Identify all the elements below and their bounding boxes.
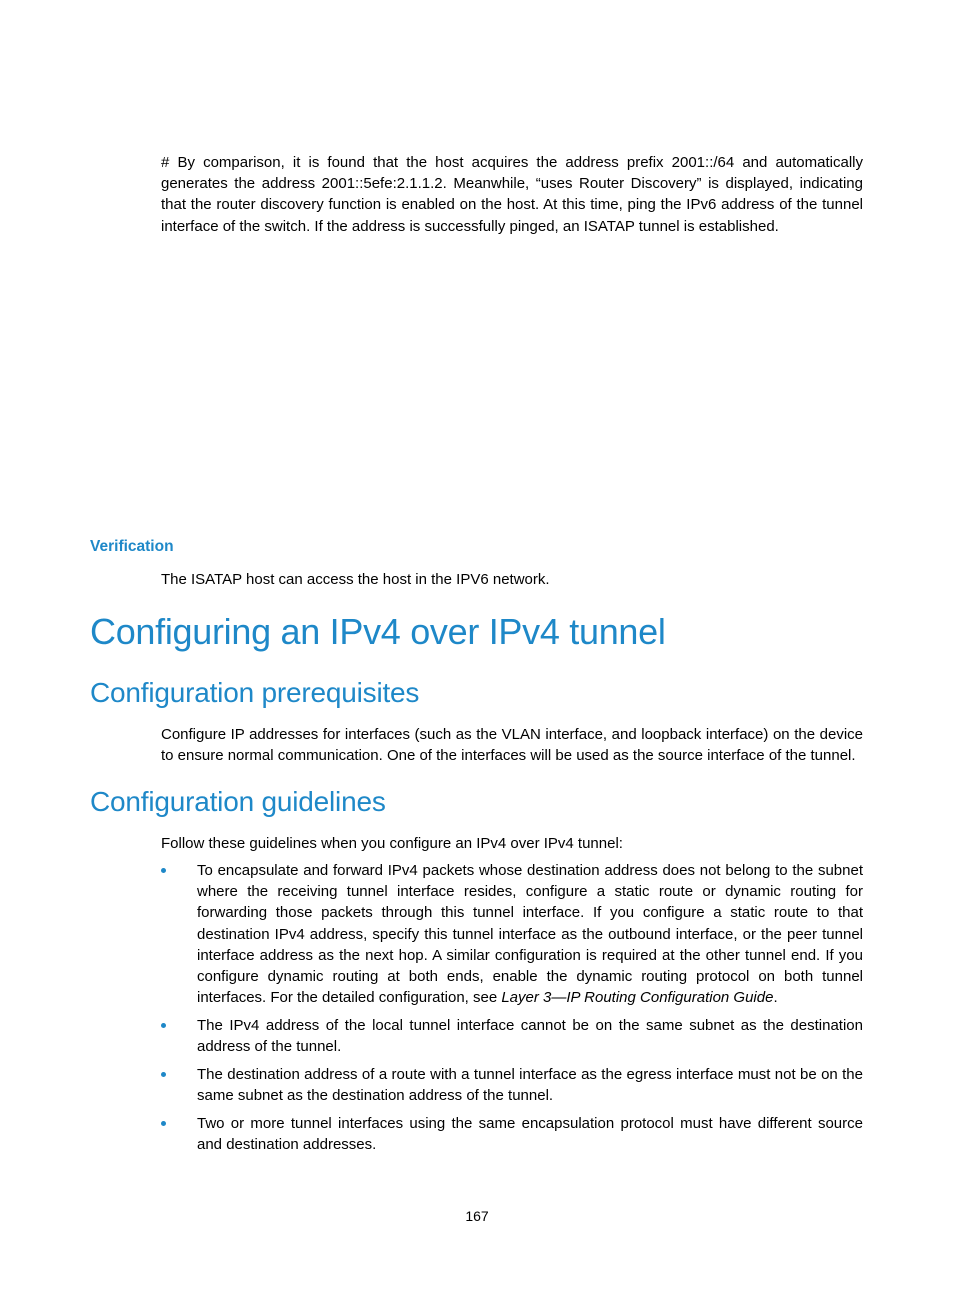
page-number: 167 xyxy=(465,1208,489,1224)
bullet-text: Two or more tunnel interfaces using the same encapsulation protocol must have different source and destination addresses. xyxy=(197,1114,863,1153)
list-item xyxy=(161,1064,863,1106)
bullet-end: . xyxy=(773,989,778,1007)
prerequisites-text: Configure IP addresses for interfaces (such as the VLAN interface, and loopback interface) on the device to ensure normal communication. One of the interfaces will be used as the source interface of the tunnel. xyxy=(161,726,863,765)
bullet-icon xyxy=(161,1072,166,1077)
list-item xyxy=(161,1113,863,1155)
bullet-icon xyxy=(161,868,166,873)
bullet-text: The destination address of a route with a tunnel interface as the egress interface must not be on the same subnet as the destination address of the tunnel. xyxy=(197,1065,863,1105)
chapter-title: Configuring an IPv4 over IPv4 tunnel xyxy=(90,611,666,652)
bullet-text: The IPv4 address of the local tunnel interface cannot be on the same subnet as the destination address of the tunnel. xyxy=(197,1016,863,1056)
guidelines-intro: Follow these guidelines when you configure an IPv4 over IPv4 tunnel: xyxy=(161,835,623,852)
guidelines-list xyxy=(161,860,863,1162)
list-item xyxy=(161,860,863,1008)
bullet-icon xyxy=(161,1121,166,1126)
prerequisites-heading: Configuration prerequisites xyxy=(90,677,420,708)
bullet-icon xyxy=(161,1023,166,1028)
verification-text: The ISATAP host can access the host in the IPV6 network. xyxy=(161,571,550,588)
list-item xyxy=(161,1015,863,1057)
guidelines-heading: Configuration guidelines xyxy=(90,786,386,817)
verification-heading: Verification xyxy=(90,538,174,555)
bullet-text: To encapsulate and forward IPv4 packets whose destination address does not belong to the subnet where the receiving tunnel interface resides, configure a static route or dynamic routing for forwarding those packets through this tunnel interface. If you configure a static route to that destination IPv4 address, specify this tunnel interface as the outbound interface, or the peer tunnel interface address as the next hop. A similar configuration is required at the other tunnel end. If you configure dynamic routing at both ends, enable the dynamic routing protocol on both tunnel interfaces. For the detailed configuration, see xyxy=(197,862,863,1007)
intro-paragraph: # By comparison, it is found that the host acquires the address prefix 2001::/64 and automatically generates the address 2001::5efe:2.1.1.2. Meanwhile, “uses Router Discovery” is displayed, indicating that the router discovery function is enabled on the host. At this time, ping the IPv6 address of the tunnel interface of the switch. If the address is successfully pinged, an ISATAP tunnel is established. xyxy=(161,154,863,235)
guide-reference: Layer 3—IP Routing Configuration Guide xyxy=(501,989,774,1007)
